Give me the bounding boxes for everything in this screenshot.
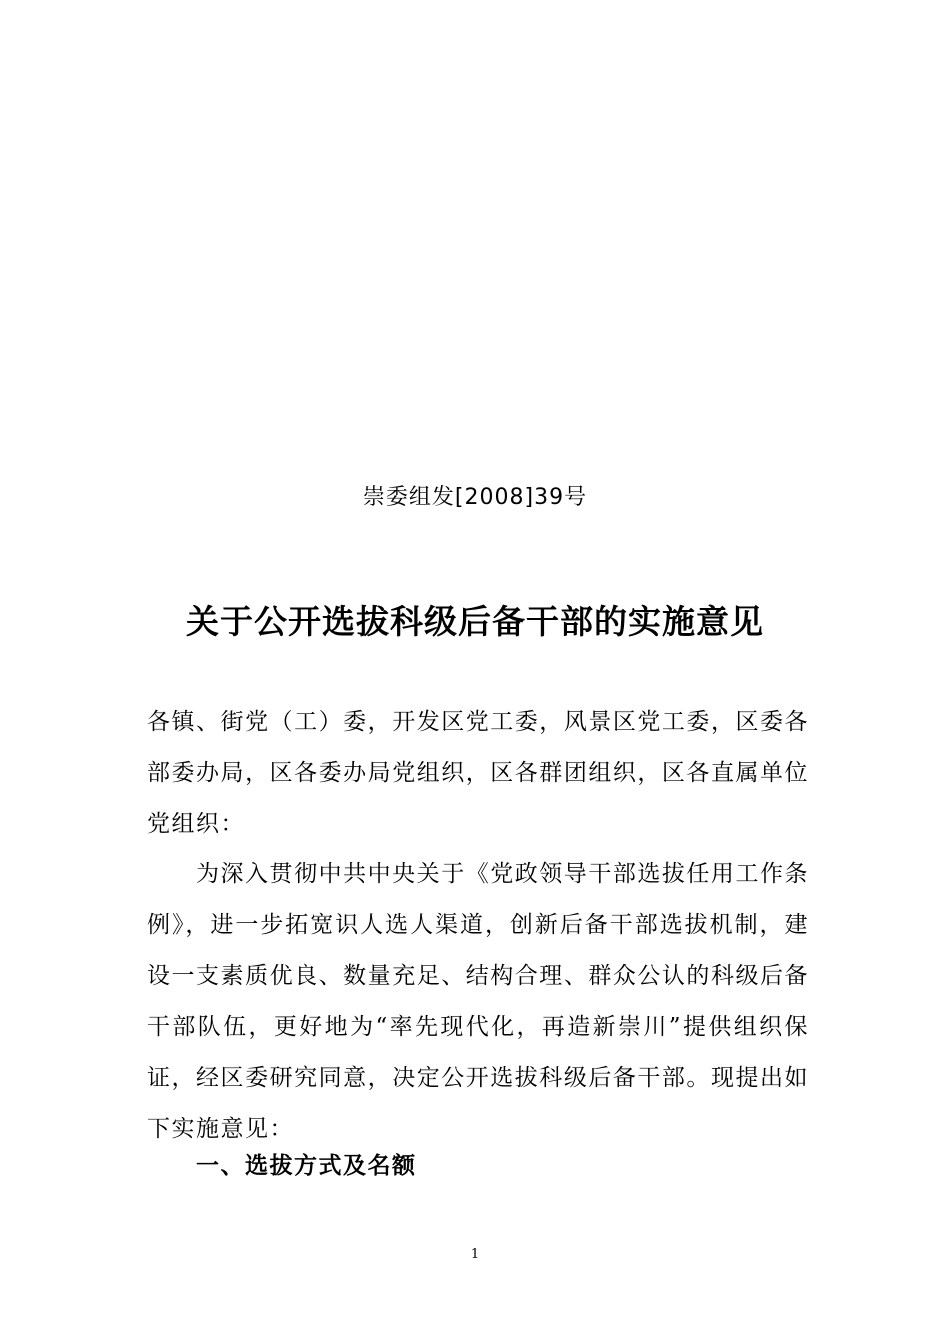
document-title: 关于公开选拔科级后备干部的实施意见 [186, 602, 764, 641]
addressee-paragraph: 各镇、街党（工）委，开发区党工委，风景区党工委，区委各部委办局，区各委办局党组织，区各群团组织，区各直属单位党组织： [147, 709, 809, 837]
document-number: 崇委组发[2008]39号 [362, 485, 588, 510]
page-number: 1 [470, 1247, 480, 1262]
section-heading: 一、选拔方式及名额 [196, 1153, 417, 1179]
body-paragraph: 为深入贯彻中共中央关于《党政领导干部选拔任用工作条例》，进一步拓宽识人选人渠道，创新后备干部选拔机制，建设一支素质优良、数量充足、结构合理、群众公认的科级后备干部队伍，更好地为“率先现代化，再造新崇川”提供组织保证，经区委研究同意，决定公开选拔科级后备干部。现提出如下实施意见： [147, 861, 809, 1142]
